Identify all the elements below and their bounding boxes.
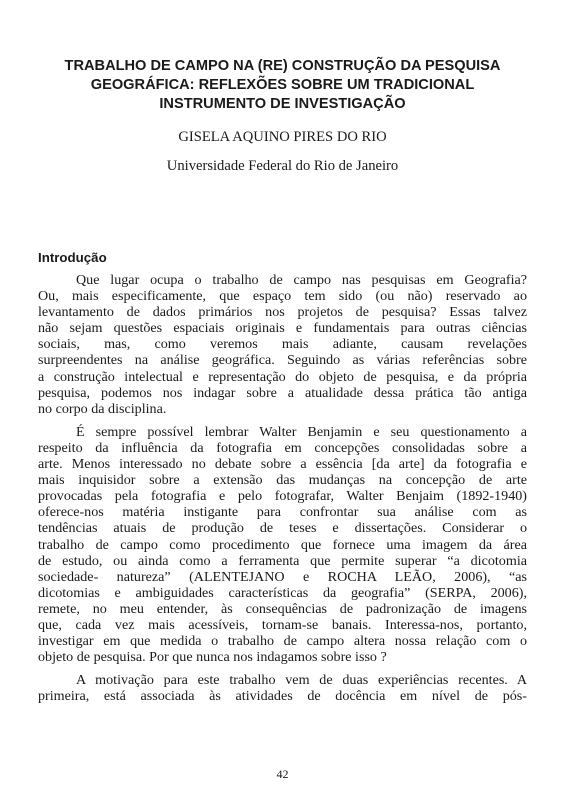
text-line: surpreendentes na análise geográfica. Seguindo as várias referências sobre: [38, 352, 527, 369]
title-line: TRABALHO DE CAMPO NA (RE) CONSTRUÇÃO DA PESQUISA: [64, 58, 501, 74]
text-line: respeito da influência da fotografia em concepções consolidadas sobre a: [38, 439, 527, 456]
paragraph-2: [38, 424, 527, 665]
text-line: a construção intelectual e representação do objeto de pesquisa, e da própria: [38, 368, 527, 385]
paragraph-3: [38, 672, 527, 704]
text-line: dicotomias e ambiguidades características da geografia” (SERPA, 2006),: [38, 584, 527, 601]
text-line: pesquisa, podemos nos indagar sobre a atualidade dessa prática tão antiga: [38, 384, 527, 401]
paper-title: [30, 57, 535, 114]
paragraph-1: [38, 272, 527, 417]
text-line: tendências atuais de produção de teses e dissertações. Considerar o: [38, 520, 527, 537]
text-line: mais inquisidor sobre a extensão das mudanças na concepção de arte: [38, 472, 527, 489]
text-line: levantamento de dados primários nos projetos de pesquisa? Essas talvez: [38, 304, 527, 321]
text-line: É sempre possível lembrar Walter Benjamin e seu questionamento a: [76, 423, 527, 440]
author-affiliation: Universidade Federal do Rio de Janeiro: [166, 158, 399, 174]
section-heading-introducao: Introdução: [38, 250, 107, 265]
paragraph-gap: [38, 665, 527, 672]
text-line: A motivação para este trabalho vem de duas experiências recentes. A: [76, 672, 527, 689]
text-line: objeto de pesquisa. Por que nunca nos indagamos sobre isso ?: [38, 649, 387, 666]
text-line: que, cada vez mais acessíveis, tornam-se banais. Interessa-nos, portanto,: [38, 616, 527, 633]
body-text: [38, 272, 527, 704]
text-line: no corpo da disciplina.: [38, 400, 167, 417]
text-line: remete, no meu entender, às consequências de padronização de imagens: [38, 600, 527, 617]
text-line: sociais, mas, como veremos mais adiante, causam revelações: [38, 336, 527, 353]
text-line: de estudo, ou ainda como a ferramenta que permite superar “a dicotomia: [38, 552, 527, 569]
text-line: Que lugar ocupa o trabalho de campo nas pesquisas em Geografia?: [76, 272, 527, 288]
paragraph-gap: [38, 417, 527, 424]
text-line: provocadas pela fotografia e pelo fotografar, Walter Benjaim (1892-1940): [38, 488, 527, 505]
text-line: primeira, está associada às atividades de docência em nível de pós-: [38, 688, 527, 705]
text-line: investigar em que medida o trabalho de campo altera nossa relação com o: [38, 633, 527, 650]
text-line: trabalho de campo como procedimento que fornece uma imagem da área: [38, 536, 527, 553]
page-number: 42: [276, 767, 289, 781]
text-line: sociedade- natureza” (ALENTEJANO e ROCHA LEÃO, 2006), “as: [38, 568, 527, 585]
text-line: não sejam questões espaciais originais e fundamentais para outras ciências: [38, 320, 527, 337]
title-line: GEOGRÁFICA: REFLEXÕES SOBRE UM TRADICIONAL: [90, 77, 475, 93]
title-line: INSTRUMENTO DE INVESTIGAÇÃO: [159, 96, 406, 112]
text-line: arte. Menos interessado no debate sobre a essência [da arte] da fotografia e: [38, 456, 527, 473]
text-line: oferece-nos matéria instigante para confrontar sua análise com as: [38, 504, 527, 521]
author-name: GISELA AQUINO PIRES DO RIO: [178, 129, 387, 145]
text-line: Ou, mais especificamente, que espaço tem sido (ou não) reservado ao: [38, 288, 527, 305]
